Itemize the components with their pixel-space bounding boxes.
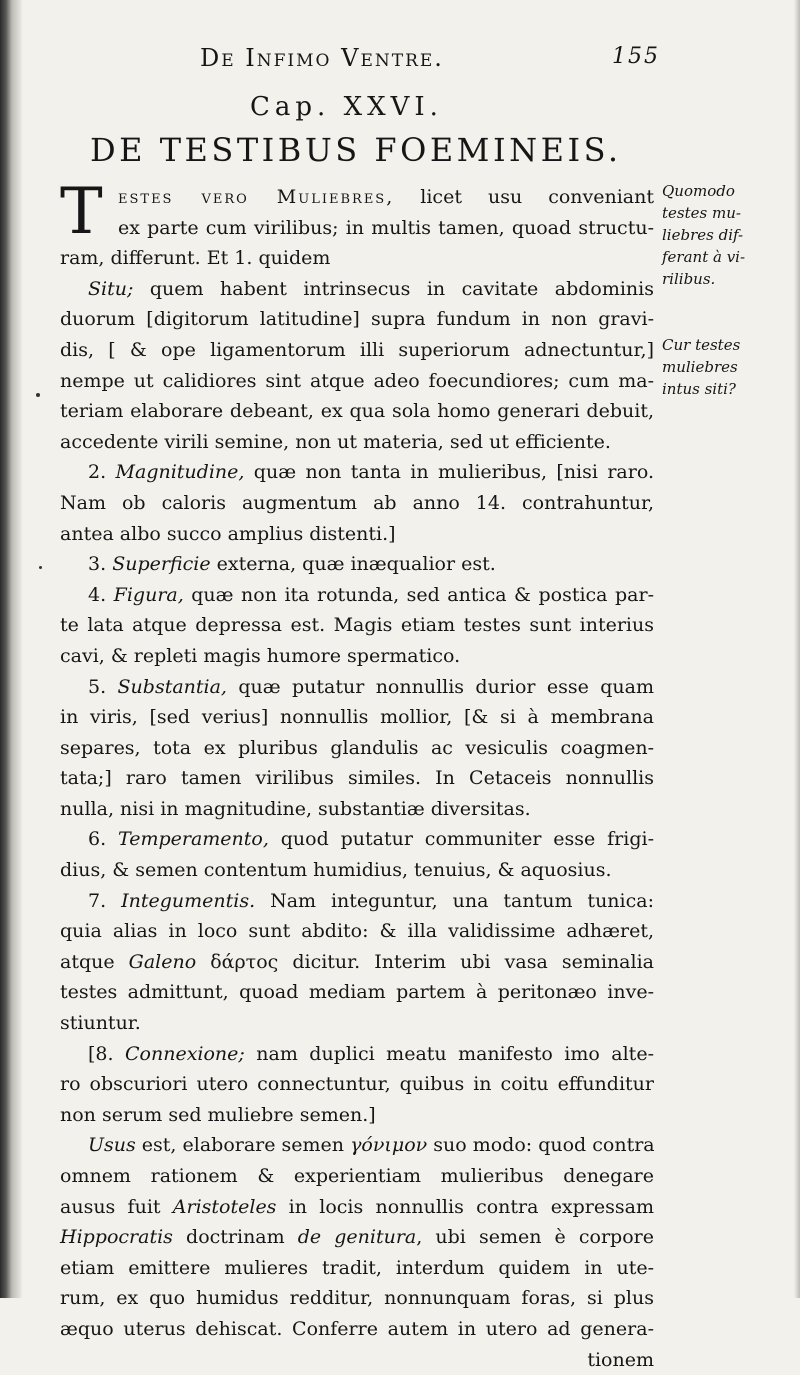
text-line: nulla, nisi in magnitudine, substantiæ diversitas. [60, 797, 531, 820]
margin-note-1 [662, 180, 792, 290]
margin-line: intus siti? [662, 380, 736, 398]
margin-note-2 [662, 334, 792, 400]
section-label: Integumentis. [121, 889, 256, 912]
catchword: tionem [587, 1348, 654, 1371]
italic-name: Galeno [128, 950, 197, 973]
margin-line: muliebres [662, 358, 738, 376]
text-line [60, 580, 654, 611]
line-text: quæ non tanta in mulieribus, [nisi raro. [244, 461, 654, 484]
chapter-number: Cap. XXVI. [250, 92, 443, 122]
text-line: teriam elaborare debeant, ex qua sola homo generari debuit, [60, 400, 654, 423]
section-label: Situ; [88, 277, 134, 300]
italic-title: de genitura [297, 1226, 417, 1249]
text-line: antea albo succo amplius distenti.] [60, 522, 396, 545]
margin-line: rilibus. [662, 270, 716, 288]
text-line: rum, ex quo humidus redditur, nonnunquam foras, si plus [60, 1287, 654, 1310]
text-line: accedente virili semine, non ut materia, sed ut efficiente. [60, 430, 611, 453]
line-text: quod putatur communiter esse frigi- [268, 828, 655, 851]
text-line: ex parte cum virilibus; in multis tamen, quoad structu- [118, 216, 654, 239]
line-text: est, elaborare semen [135, 1134, 351, 1157]
text-line [60, 886, 654, 917]
text-line [60, 457, 654, 488]
margin-line: Quomodo [662, 182, 735, 200]
item-number: 4. [88, 583, 107, 606]
page-number: 155 [612, 44, 660, 69]
ink-speck [36, 393, 40, 397]
item-number: [8. [88, 1042, 114, 1065]
text-line: testes admittunt, quoad mediam partem à peritonæo inve- [60, 981, 654, 1004]
text-line: nempe ut calidiores sint atque adeo foecundiores; cum ma- [60, 369, 654, 392]
section-label: Magnitudine, [115, 461, 245, 484]
item-number: 7. [88, 889, 107, 912]
item-number: 5. [88, 675, 107, 698]
text-line [60, 1039, 654, 1070]
text-line [60, 1222, 654, 1253]
book-gutter-shadow [0, 0, 22, 1298]
section-label: Usus [88, 1134, 136, 1157]
line-text: nam duplici meatu manifesto imo alte- [244, 1042, 654, 1065]
margin-line: ferant à vi- [662, 248, 746, 266]
greek-word: δάρτος [196, 950, 293, 973]
text-line [60, 1130, 654, 1161]
text-line [60, 947, 654, 978]
text-line: separes, tota ex pluribus glandulis ac vesiculis coagmen- [60, 736, 654, 759]
text-line: te lata atque depressa est. Magis etiam testes sunt interius [60, 614, 654, 637]
text-line: duorum [digitorum latitudine] supra fundum in non gravi- [60, 308, 654, 331]
line-text: suo modo: quod contra [427, 1134, 655, 1157]
text-line: ram, differunt. Et 1. quidem [60, 247, 331, 270]
text-line: ro obscuriori utero connectuntur, quibus in coitu effunditur [60, 1073, 654, 1096]
line-text: ausus fuit [60, 1195, 173, 1218]
item-number: 6. [88, 828, 107, 851]
section-label: Temperamento, [118, 828, 269, 851]
page-edge [794, 0, 800, 1298]
text-line: tata;] raro tamen virilibus similes. In Cetaceis nonnullis [60, 767, 654, 790]
line-text: dicitur. Interim ubi vasa seminalia [292, 950, 654, 973]
text-line: Nam ob caloris augmentum ab anno 14. contrahuntur, [60, 491, 654, 514]
line-text: atque [60, 950, 129, 973]
section-label: Connexione; [125, 1042, 245, 1065]
margin-line: testes mu- [662, 204, 741, 222]
drop-cap: T [60, 175, 103, 249]
line-text: quæ putatur nonnullis durior esse quam [226, 675, 654, 698]
text-line: quia alias in loco sunt abdito: & illa validissime adhæret, [60, 920, 654, 943]
text-line: in viris, [sed verius] nonnullis mollior, [& si à membrana [60, 706, 654, 729]
text-line [60, 182, 654, 213]
lead-caps: estes vero Muliebres, [118, 186, 395, 208]
line-text: quæ non ita rotunda, sed antica & postica par- [183, 583, 654, 606]
text-line: stiuntur. [60, 1012, 141, 1035]
section-label: Superficie [112, 553, 211, 576]
body-text [60, 175, 655, 1375]
line-text: licet usu conveniant [394, 186, 655, 208]
line-text: , ubi semen è corpore [416, 1226, 654, 1249]
text-line [60, 824, 654, 855]
margin-line: Cur testes [662, 336, 741, 354]
text-line: etiam emittere mulieres tradit, interdum quidem in ute- [60, 1256, 654, 1279]
item-number: 3. [88, 553, 107, 576]
ink-speck [39, 566, 42, 569]
section-label: Substantia, [117, 675, 227, 698]
text-line: omnem rationem & experientiam mulieribus denegare [60, 1165, 654, 1187]
text-line [60, 549, 654, 580]
running-title: De Infimo Ventre. [200, 44, 444, 72]
text-line [60, 1192, 654, 1223]
text-line: dius, & semen contentum humidius, tenuius, & aquosius. [60, 859, 612, 882]
text-line: æquo uterus dehiscat. Conferre autem in utero ad genera- [60, 1317, 654, 1340]
margin-line: liebres dif- [662, 226, 744, 244]
text-line: non serum sed muliebre semen.] [60, 1103, 376, 1126]
text-line: dis, [ & ope ligamentorum illi superiorum adnectuntur,] [60, 338, 654, 361]
greek-word: γόνιμον [350, 1134, 428, 1157]
text-line: cavi, & repleti magis humore spermatico. [60, 644, 461, 667]
chapter-title: DE TESTIBUS FOEMINEIS. [90, 131, 622, 169]
item-number: 2. [88, 461, 107, 484]
line-text: doctrinam [172, 1226, 298, 1249]
line-text: quem habent intrinsecus in cavitate abdominis [133, 277, 654, 300]
text-line [60, 672, 654, 703]
italic-name: Hippocratis [60, 1226, 173, 1249]
line-text: externa, quæ inæqualior est. [210, 553, 496, 576]
line-text: in locis nonnullis contra expressam [276, 1195, 654, 1218]
text-line [60, 274, 654, 305]
italic-name: Aristoteles [172, 1195, 277, 1218]
line-text: Nam integuntur, una tantum tunica: [255, 889, 654, 912]
section-label: Figura, [113, 583, 184, 606]
